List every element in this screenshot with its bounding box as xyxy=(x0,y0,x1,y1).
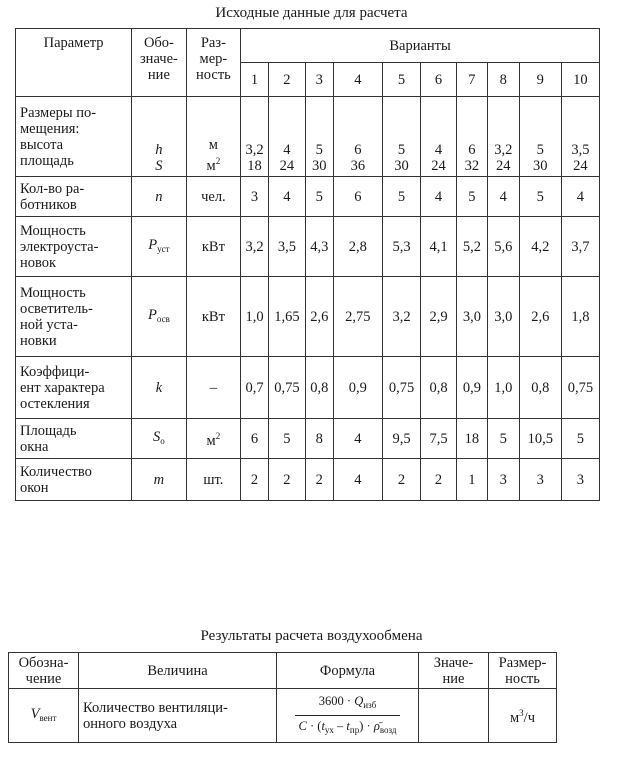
value-cell: 4 xyxy=(561,177,599,217)
value-cell: 2,6 xyxy=(305,277,333,357)
value-cell: 1,0 xyxy=(241,277,269,357)
value-cell: 3,7 xyxy=(561,217,599,277)
value-cell: 5 xyxy=(268,419,305,459)
variant-number: 6 xyxy=(421,63,457,97)
value-cell: 0,75 xyxy=(561,357,599,419)
value-cell: 1 xyxy=(457,459,488,501)
variant-number: 4 xyxy=(333,63,382,97)
header-value: Значе- ние xyxy=(419,653,489,689)
unit-cell: – xyxy=(186,357,240,419)
value-cell: 5 30 xyxy=(305,97,333,177)
param-cell: Мощность электроуста- новок xyxy=(16,217,132,277)
value-cell: 0,8 xyxy=(421,357,457,419)
value-cell: 5 30 xyxy=(519,97,561,177)
symbol-cell: $S_о$ xyxy=(132,419,186,459)
value-cell: 0,8 xyxy=(305,357,333,419)
table-row xyxy=(16,217,600,277)
value-cell: 2 xyxy=(241,459,269,501)
value-cell: 5 xyxy=(305,177,333,217)
unit-cell: кВт xyxy=(186,277,240,357)
value-cell: 4 xyxy=(333,459,382,501)
value-cell: 5 xyxy=(519,177,561,217)
param-cell: Площадь окна xyxy=(16,419,132,459)
symbol-cell: $P_{уст}$ xyxy=(132,217,186,277)
value-cell: 6 32 xyxy=(457,97,488,177)
value-cell: 4 xyxy=(333,419,382,459)
value-cell: 4 xyxy=(268,177,305,217)
symbol-cell: n xyxy=(132,177,186,217)
value-cell: 4 24 xyxy=(268,97,305,177)
value-cell: 3 xyxy=(519,459,561,501)
table-row xyxy=(16,277,600,357)
param-cell: Количество окон xyxy=(16,459,132,501)
table-row xyxy=(16,459,600,501)
table2-caption: Результаты расчета воздухообмена xyxy=(200,628,423,644)
value-cell: 0,8 xyxy=(519,357,561,419)
value-cell: 7,5 xyxy=(421,419,457,459)
value-cell: 4,3 xyxy=(305,217,333,277)
value-cell: 8 xyxy=(305,419,333,459)
unit-cell: $м^3/ч$ xyxy=(489,689,557,743)
value-cell: 3 xyxy=(561,459,599,501)
value-cell: 1,8 xyxy=(561,277,599,357)
header-unit: Раз- мер- ность xyxy=(186,29,240,97)
header-quantity: Величина xyxy=(79,653,277,689)
table-row xyxy=(9,689,557,743)
value-cell: 5,2 xyxy=(457,217,488,277)
variant-number: 8 xyxy=(487,63,519,97)
symbol-cell: h S xyxy=(132,97,186,177)
value-cell: 0,7 xyxy=(241,357,269,419)
value-cell: 9,5 xyxy=(382,419,420,459)
quantity-cell: Количество вентиляци- онного воздуха xyxy=(79,689,277,743)
value-cell: 4,2 xyxy=(519,217,561,277)
value-cell: 0,75 xyxy=(382,357,420,419)
variant-number: 10 xyxy=(561,63,599,97)
variant-number: 5 xyxy=(382,63,420,97)
value-cell: 2,6 xyxy=(519,277,561,357)
value-cell: 5 xyxy=(457,177,488,217)
value-cell: 3,5 24 xyxy=(561,97,599,177)
table-row xyxy=(16,177,600,217)
symbol-cell: k xyxy=(132,357,186,419)
variant-number: 7 xyxy=(457,63,488,97)
param-cell: Размеры по- мещения: высота площадь xyxy=(16,97,132,177)
param-cell: Коэффици- ент характера остекления xyxy=(16,357,132,419)
value-cell: 2 xyxy=(305,459,333,501)
value-cell: 3,2 xyxy=(241,217,269,277)
value-cell: 2,75 xyxy=(333,277,382,357)
value-cell: 3 xyxy=(487,459,519,501)
value-cell: 2,8 xyxy=(333,217,382,277)
value-cell: 5 xyxy=(561,419,599,459)
formula-cell xyxy=(277,689,419,743)
value-cell: 3,0 xyxy=(457,277,488,357)
air-exchange-results-table xyxy=(8,652,557,743)
symbol-cell: $P_{осв}$ xyxy=(132,277,186,357)
param-cell: Кол-во ра- ботников xyxy=(16,177,132,217)
value-cell: 4 24 xyxy=(421,97,457,177)
value-cell: 3,0 xyxy=(487,277,519,357)
value-cell: 3,2 24 xyxy=(487,97,519,177)
value-cell: 5 xyxy=(487,419,519,459)
value-cell: 4,1 xyxy=(421,217,457,277)
air-volume-formula: $\frac{3600 \cdot Q_{изб}}{C \cdot (t_{ух} - t_{пр}) \cdot \rhō_{возд}}$ xyxy=(295,693,401,738)
unit-cell: м $м^2$ xyxy=(186,97,240,177)
value-cell: 0,75 xyxy=(268,357,305,419)
header-unit: Размер- ность xyxy=(489,653,557,689)
header-param: Параметр xyxy=(16,29,132,97)
source-data-table xyxy=(15,28,600,501)
symbol-cell: $V_{вент}$ xyxy=(9,689,79,743)
value-cell: 4 xyxy=(421,177,457,217)
header-symbol: Обозна- чение xyxy=(9,653,79,689)
table-row xyxy=(16,357,600,419)
value-cell: 1,0 xyxy=(487,357,519,419)
table-row xyxy=(16,419,600,459)
value-cell: 5,3 xyxy=(382,217,420,277)
value-cell: 18 xyxy=(457,419,488,459)
value-cell: 5,6 xyxy=(487,217,519,277)
value-cell: 3,5 xyxy=(268,217,305,277)
value-cell: 3 xyxy=(241,177,269,217)
unit-cell: чел. xyxy=(186,177,240,217)
value-cell: 5 xyxy=(382,177,420,217)
value-cell: 6 xyxy=(333,177,382,217)
value-cell: 5 30 xyxy=(382,97,420,177)
value-cell: 6 xyxy=(241,419,269,459)
header-variants: Варианты xyxy=(241,29,600,63)
variant-number: 3 xyxy=(305,63,333,97)
value-cell: 2,9 xyxy=(421,277,457,357)
unit-cell: $м^2$ xyxy=(186,419,240,459)
header-formula: Формула xyxy=(277,653,419,689)
value-cell: 3,2 xyxy=(382,277,420,357)
value-cell: 3,2 18 xyxy=(241,97,269,177)
value-cell: 0,9 xyxy=(457,357,488,419)
value-cell: 0,9 xyxy=(333,357,382,419)
header-symbol: Обо- значе- ние xyxy=(132,29,186,97)
variant-number: 1 xyxy=(241,63,269,97)
variant-number: 9 xyxy=(519,63,561,97)
variant-number: 2 xyxy=(268,63,305,97)
value-cell: 2 xyxy=(421,459,457,501)
value-cell: 10,5 xyxy=(519,419,561,459)
unit-cell: шт. xyxy=(186,459,240,501)
value-cell: 6 36 xyxy=(333,97,382,177)
table1-caption: Исходные данные для расчета xyxy=(215,5,408,21)
value-cell: 4 xyxy=(487,177,519,217)
value-cell: 2 xyxy=(382,459,420,501)
value-cell: 1,65 xyxy=(268,277,305,357)
param-cell: Мощность осветитель- ной уста- новки xyxy=(16,277,132,357)
unit-cell: кВт xyxy=(186,217,240,277)
table-row xyxy=(16,97,600,177)
value-cell: 2 xyxy=(268,459,305,501)
value-cell xyxy=(419,689,489,743)
symbol-cell: m xyxy=(132,459,186,501)
